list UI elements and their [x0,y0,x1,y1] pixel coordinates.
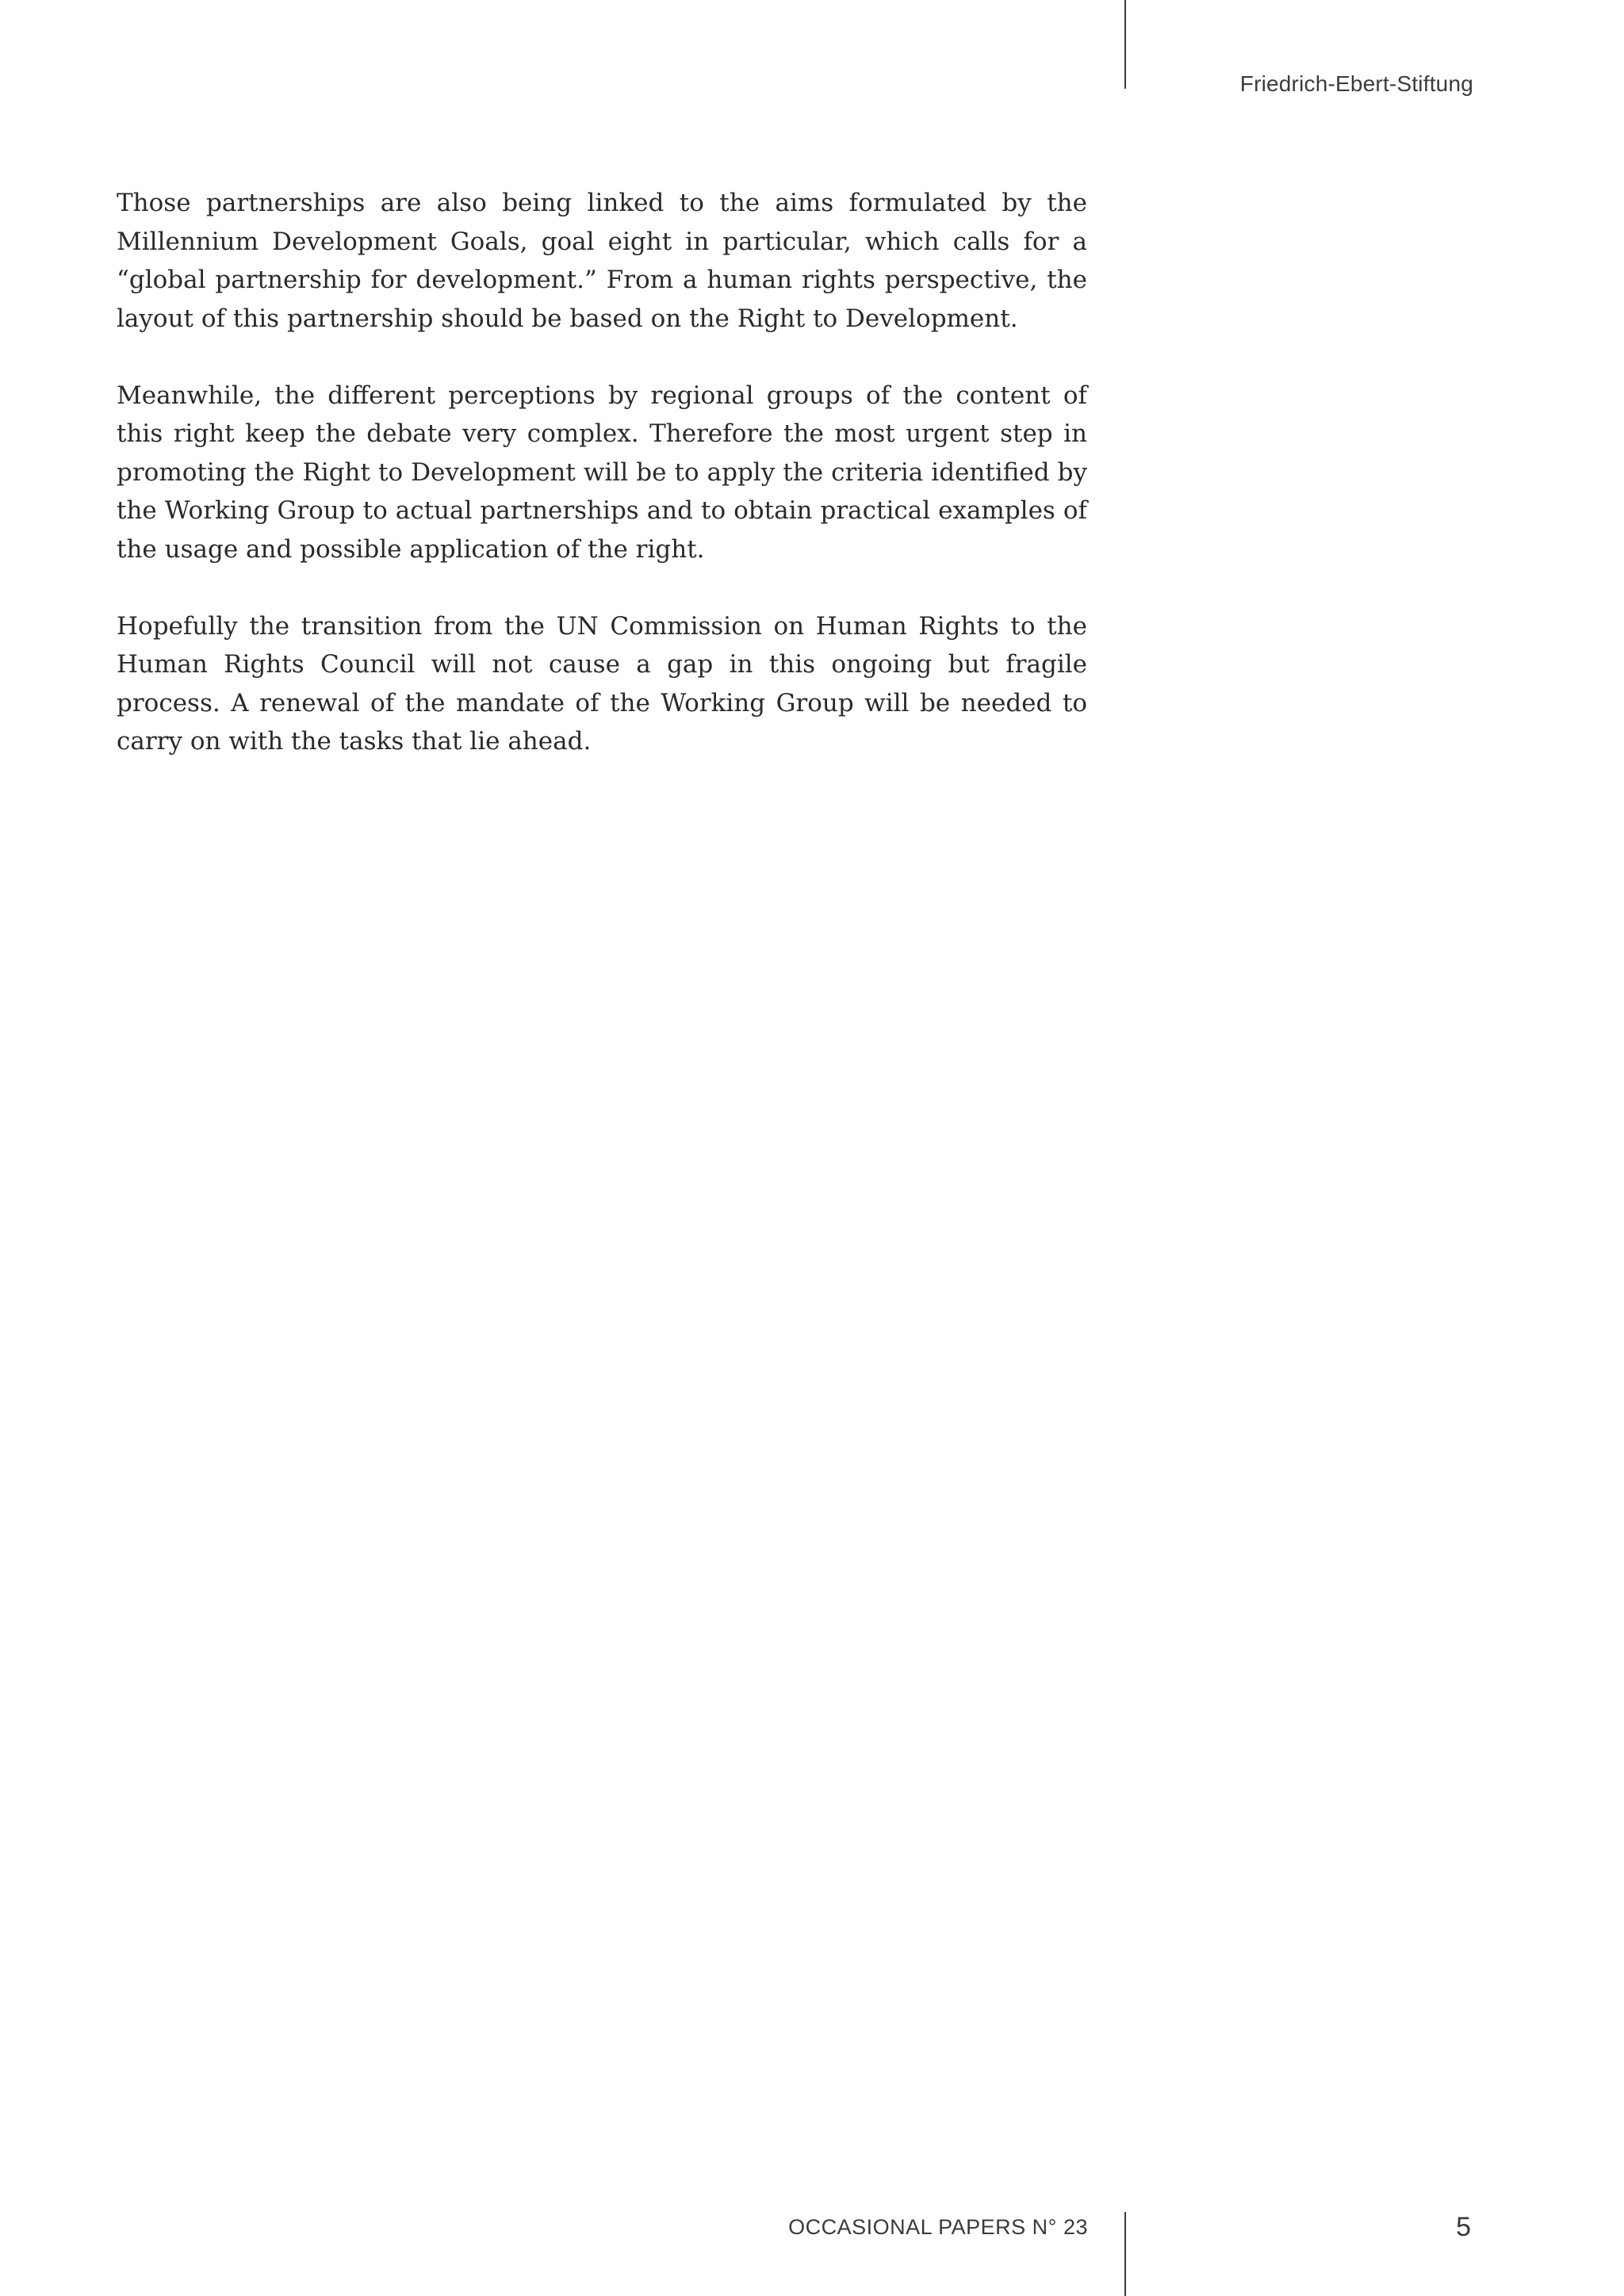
paragraph-2: Meanwhile, the different perceptions by regional groups of the content of this right keep the debate very complex. Therefore the most urgent step in promoting the Right to Development will be to apply the criteria identified by the Working Group to actual partnerships and to obtain practical examples of the usage and possible application of the right. [117,381,1087,564]
footer-divider-line [1124,2212,1126,2296]
running-head: Friedrich-Ebert-Stiftung [1239,71,1473,96]
footer-series-label: OCCASIONAL PAPERS N° 23 [788,2215,1088,2239]
paragraph-3: Hopefully the transition from the UN Commission on Human Rights to the Human Rights Council will not cause a gap in this ongoing but fragile process. A renewal of the mandate of the Working Group will be needed to carry on with the tasks that lie ahead. [117,611,1087,756]
header-divider-line [1124,0,1126,89]
body-text [117,184,1087,799]
page-number: 5 [1456,2212,1471,2242]
paragraph-1: Those partnerships are also being linked to the aims formulated by the Millennium Development Goals, goal eight in particular, which calls for a “global partnership for development.” From a human rights perspective, the layout of this partnership should be based on the Right to Development. [117,189,1087,333]
